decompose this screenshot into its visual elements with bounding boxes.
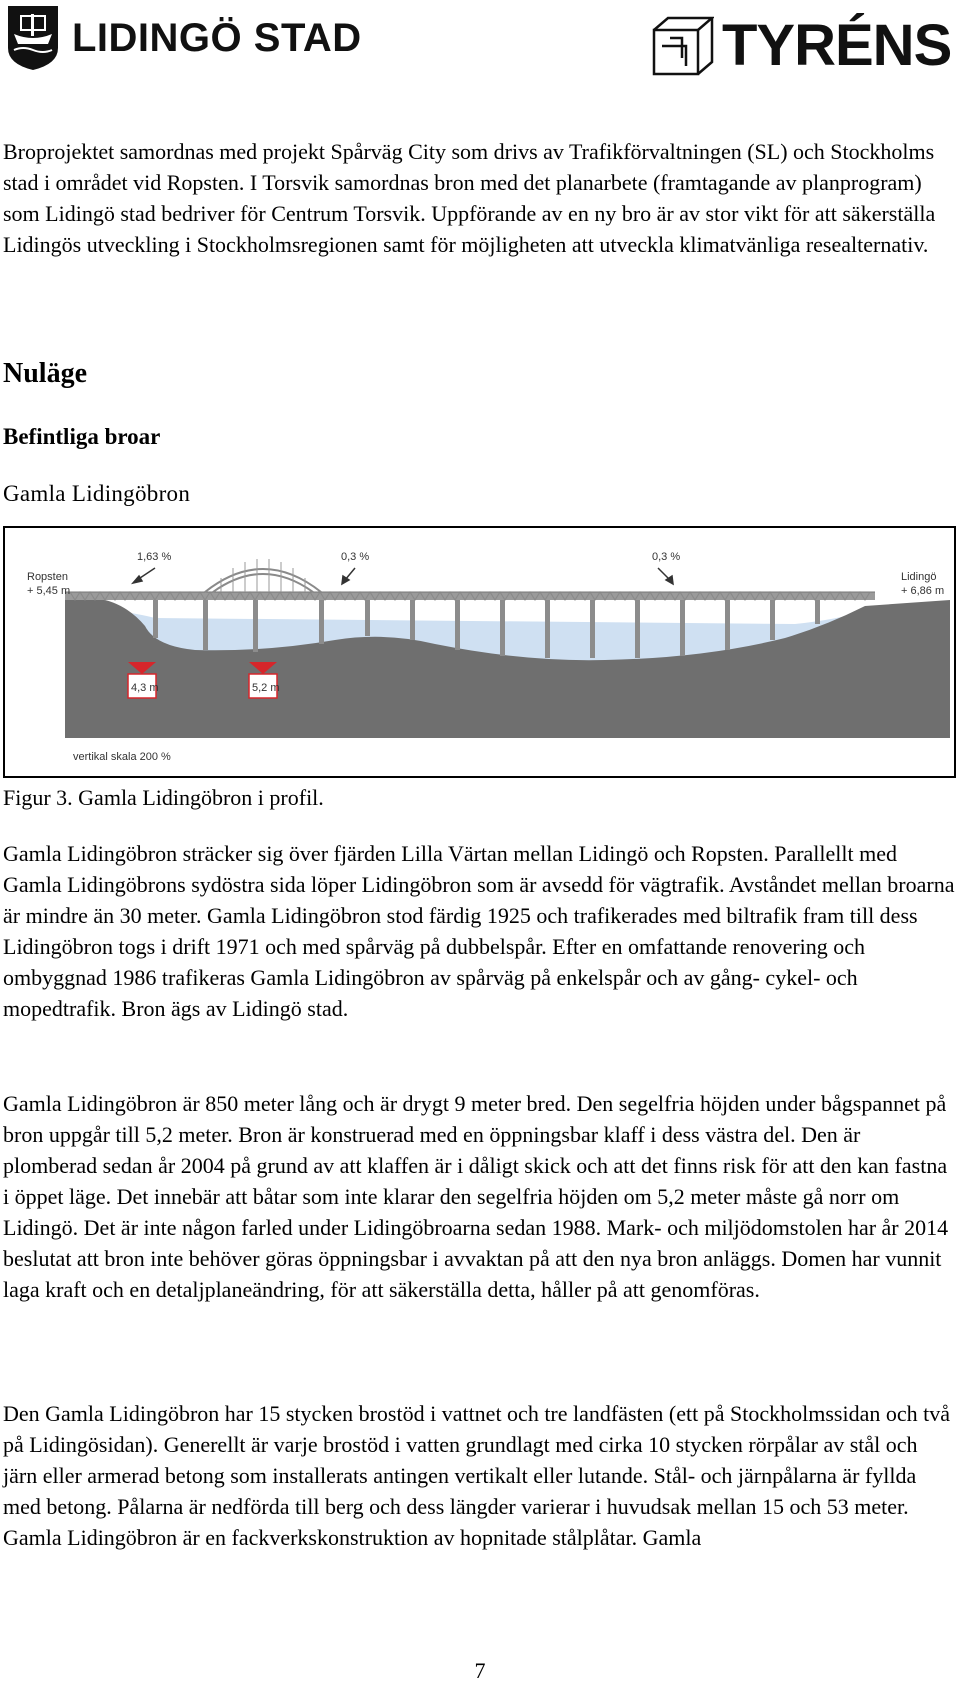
intro-paragraph: Broprojektet samordnas med projekt Spårväg City som drivs av Trafikförvaltningen (SL) och Stockholms stad i området vid Ropsten. I Torsvik samordnas bron med det planarbete (framtagande av planprogram) som Lidingö stad bedriver för Centrum Torsvik. Uppförande av en ny bro är av stor vikt för att säkerställa Lidingös utveckling i Stockholmsregionen samt för möjligheten att utveckla klimatvänliga resealternativ. [3, 139, 936, 257]
slope-label-1: 1,63 % [137, 551, 172, 563]
bridge-title: Gamla Lidingöbron [3, 481, 191, 506]
right-end-height: + 6,86 m [901, 585, 945, 597]
body-paragraph: Den Gamla Lidingöbron har 15 stycken brostöd i vattnet och tre landfästen (ett på Stockholmssidan och två på Lidingösidan). Generellt är varje brostöd i vatten grundlagt med cirka 10 stycken rörpålar av stål och järn eller armerad betong som installerats antingen vertikalt eller lutande. Stål- och järnpålarna är fyllda med betong. Pålarna är nedförda till berg och dess längder varierar i huvudsak mellan 15 och 53 meter. Gamla Lidingöbron är en fackverkskonstruktion av hopnitade stålplåtar. Gamla [3, 1401, 950, 1550]
clearance-label-2: 5,2 m [252, 682, 280, 694]
body-paragraph: Gamla Lidingöbron sträcker sig över fjärden Lilla Värtan mellan Lidingö och Ropsten. Parallellt med Gamla Lidingöbrons sydöstra sida löper Lidingöbron som är avsedd för vägtrafik. Avståndet mellan broarna är mindre än 30 meter. Gamla Lidingöbron stod färdig 1925 och trafikerades med biltrafik fram till dess Lidingöbron togs i drift 1971 och med spårväg på dubbelspår. Efter en omfattande renovering och ombyggnad 1986 trafikeras Gamla Lidingöbron av spårväg på enkelspår och av gång- cykel- och mopedtrafik. Bron ägs av Lidingö stad. [3, 841, 955, 1021]
clearance-label-1: 4,3 m [131, 682, 159, 694]
slope-label-2: 0,3 % [341, 551, 370, 563]
scale-note: vertikal skala 200 % [73, 751, 171, 763]
bridge-arch [205, 569, 321, 592]
body-paragraph: Gamla Lidingöbron är 850 meter lång och är drygt 9 meter bred. Den segelfria höjden under bågspannet på bron uppgår till 5,2 meter. Bron är konstruerad med en öppningsbar klaff i dess västra del. Den är plomberad sedan år 2004 på grund av att klaffen är i dåligt skick och att det finns risk för att den kan fastna i öppet läge. Det innebär att båtar som inte klarar den segelfria höjden om 5,2 meter måste gå norr om Lidingö. Det är inte någon farled under Lidingöbroarna sedan 1988. Mark- och miljödomstolen har år 2014 beslutat att bron inte behöver göras öppningsbar i avvaktan på att den nya bron anläggs. Domen har vunnit laga kraft och en detaljplaneändring, för att säkerställa detta, håller på att genomföras. [3, 1091, 949, 1302]
subsection-heading: Befintliga broar [3, 424, 161, 449]
right-end-name: Lidingö [901, 571, 937, 583]
left-end-name: Ropsten [27, 571, 68, 583]
bridge-profile-diagram [5, 528, 954, 776]
tyrens-wordmark: TYRÉNS [722, 13, 952, 78]
left-end-height: + 5,45 m [27, 585, 71, 597]
section-heading: Nuläge [3, 358, 87, 389]
tyrens-cube-icon [652, 16, 714, 78]
tyrens-logo [652, 10, 952, 80]
bridge-profile-figure [3, 526, 956, 778]
figure-caption: Figur 3. Gamla Lidingöbron i profil. [3, 785, 324, 810]
lidingo-stad-wordmark: LIDINGÖ STAD [72, 16, 362, 60]
page-number: 7 [474, 1658, 486, 1683]
lidingo-stad-logo [6, 4, 366, 74]
slope-label-3: 0,3 % [652, 551, 681, 563]
bridge-deck [65, 592, 875, 600]
viking-ship-shield-icon [6, 4, 60, 72]
